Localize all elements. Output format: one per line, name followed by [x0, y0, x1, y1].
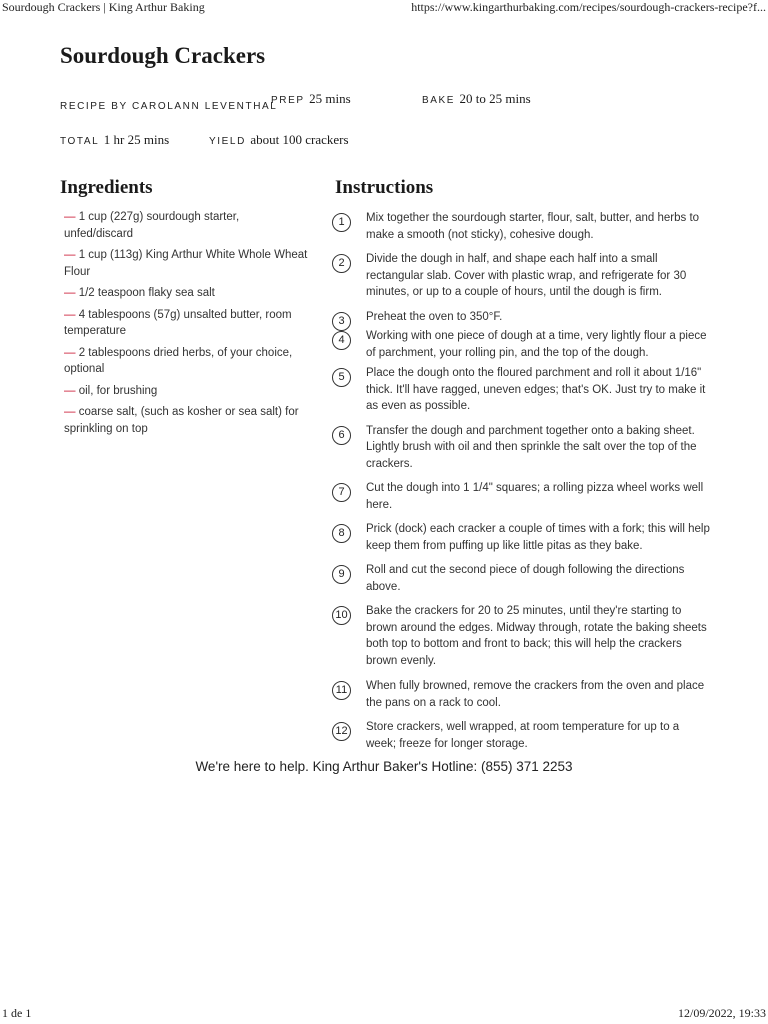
yield-label: YIELD — [209, 136, 246, 147]
print-url[interactable]: https://www.kingarthurbaking.com/recipes/sourdough-crackers-recipe?f... — [411, 0, 766, 14]
ingredients-heading: Ingredients — [60, 177, 153, 198]
bakers-hotline: We're here to help. King Arthur Baker's Hotline: (855) 371 2253 — [195, 759, 573, 774]
step-text: Prick (dock) each cracker a couple of times with a fork; this will help keep them from puffing up like little pitas as they bake. — [366, 523, 710, 552]
step-number-badge: 5 — [332, 368, 351, 387]
dash-marker: — — [64, 249, 79, 261]
total-label: TOTAL — [60, 136, 100, 147]
ingredients-list — [64, 209, 308, 442]
ingredient-text: 2 tablespoons dried herbs, of your choice, optional — [64, 346, 293, 375]
instruction-step — [331, 603, 711, 669]
ingredient-item — [64, 209, 308, 242]
print-footer — [0, 1006, 768, 1024]
dash-marker: — — [64, 406, 79, 418]
ingredient-text: coarse salt, (such as kosher or sea salt) for sprinkling on top — [64, 406, 299, 435]
print-header — [0, 0, 768, 18]
instruction-step — [331, 309, 711, 326]
step-text: Bake the crackers for 20 to 25 minutes, until they're starting to brown around the edges. Midway through, rotate the baking sheets both top to bottom and front to back; this will help the crackers brown evenly. — [366, 605, 707, 667]
dash-marker: — — [64, 346, 79, 359]
step-text: Preheat the oven to 350°F. — [366, 310, 503, 323]
recipe-yield — [209, 131, 349, 149]
step-number-badge: 11 — [332, 681, 351, 700]
step-number-badge: 8 — [332, 524, 351, 543]
ingredient-text: oil, for brushing — [78, 384, 158, 397]
instructions-heading: Instructions — [335, 177, 434, 198]
ingredient-item — [64, 404, 308, 437]
instruction-step — [331, 562, 711, 595]
recipe-byline[interactable] — [60, 96, 277, 114]
total-time — [60, 131, 169, 149]
instruction-step — [331, 521, 711, 554]
step-text: Place the dough onto the floured parchment and roll it about 1/16" thick. It'll have ragged, uneven edges; that's OK. Just try to make it as even as possible. — [366, 367, 706, 412]
step-number-badge: 3 — [332, 312, 351, 331]
instruction-step — [331, 423, 711, 473]
step-text: When fully browned, remove the crackers from the oven and place the pans on a rack to cool. — [366, 680, 705, 709]
instruction-step — [331, 678, 711, 711]
instruction-step — [331, 251, 711, 301]
prep-time — [271, 90, 351, 108]
total-value: 1 hr 25 mins — [103, 132, 170, 147]
step-number-badge: 12 — [332, 722, 351, 741]
instruction-step — [331, 719, 711, 752]
ingredient-text: 1 cup (227g) sourdough starter, unfed/discard — [64, 211, 240, 240]
dash-marker: — — [64, 384, 79, 397]
step-number-badge: 2 — [332, 254, 351, 273]
step-text: Transfer the dough and parchment together onto a baking sheet. Lightly brush with oil and then sprinkle the salt over the top of the crackers. — [366, 424, 697, 470]
yield-value: about 100 crackers — [250, 132, 349, 147]
instructions-list — [331, 210, 711, 758]
print-page-title: Sourdough Crackers | King Arthur Baking — [2, 0, 205, 14]
dash-marker: — — [64, 287, 79, 299]
recipe-title: Sourdough Crackers — [60, 43, 266, 68]
step-number-badge: 10 — [332, 606, 351, 625]
step-text: Divide the dough in half, and shape each half into a small rectangular slab. Cover with plastic wrap, and refrigerate for 30 minutes, or up to a couple of hours, until the dough is firm. — [366, 253, 687, 298]
ingredient-item — [64, 383, 308, 400]
ingredient-item — [64, 345, 308, 378]
step-number-badge: 1 — [332, 213, 351, 232]
dash-marker: — — [64, 211, 79, 223]
byline-label: RECIPE BY CAROLANN LEVENTHAL — [60, 101, 278, 112]
dash-marker: — — [64, 308, 79, 321]
prep-label: PREP — [271, 95, 305, 106]
step-text: Cut the dough into 1 1/4" squares; a rolling pizza wheel works well here. — [366, 482, 704, 511]
ingredient-item — [64, 247, 308, 280]
print-datetime: 12/09/2022, 19:33 — [677, 1006, 766, 1020]
bake-time — [422, 90, 531, 108]
step-number-badge: 6 — [332, 426, 351, 445]
step-text: Mix together the sourdough starter, flour, salt, butter, and herbs to make a smooth (not sticky), cohesive dough. — [366, 212, 700, 241]
bake-label: BAKE — [422, 95, 456, 106]
ingredient-text: 1 cup (113g) King Arthur White Whole Wheat Flour — [64, 249, 308, 278]
ingredient-text: 4 tablespoons (57g) unsalted butter, room temperature — [64, 308, 292, 337]
instruction-step — [331, 480, 711, 513]
prep-value: 25 mins — [309, 91, 351, 106]
step-text: Store crackers, well wrapped, at room temperature for up to a week; freeze for longer storage. — [366, 721, 680, 750]
instruction-step — [331, 365, 711, 415]
ingredient-item — [64, 307, 308, 340]
instruction-step — [331, 210, 711, 243]
ingredient-text: 1/2 teaspoon flaky sea salt — [78, 287, 215, 299]
instruction-step — [331, 328, 711, 361]
ingredient-item — [64, 285, 308, 302]
print-page-count: 1 de 1 — [2, 1006, 32, 1020]
bake-value: 20 to 25 mins — [459, 91, 531, 106]
step-number-badge: 9 — [332, 565, 351, 584]
step-number-badge: 7 — [332, 483, 351, 502]
step-text: Working with one piece of dough at a time, very lightly flour a piece of parchment, your rolling pin, and the top of the dough. — [366, 330, 707, 359]
step-text: Roll and cut the second piece of dough following the directions above. — [366, 564, 685, 593]
step-number-badge: 4 — [332, 331, 351, 350]
